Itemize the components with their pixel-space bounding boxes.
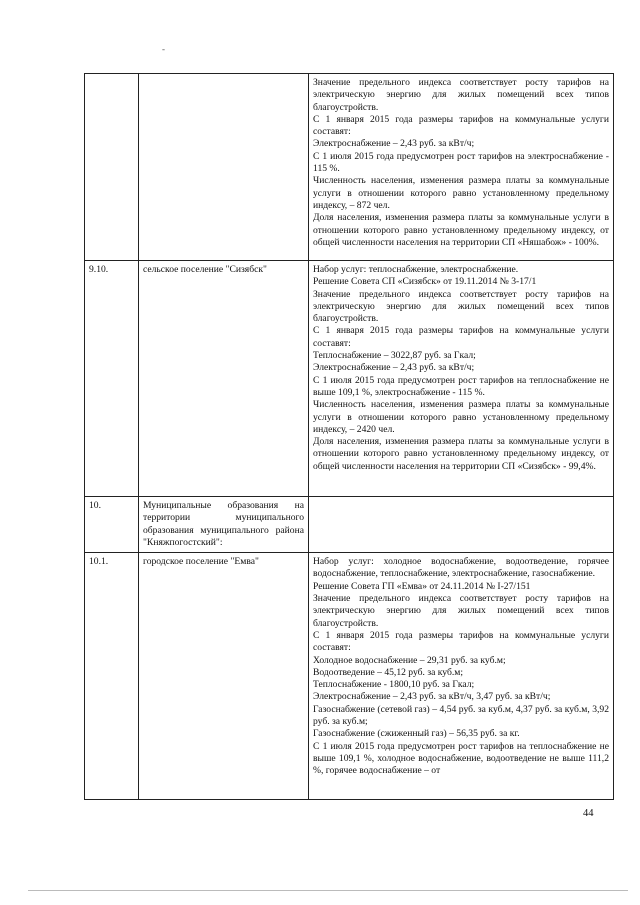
description-line: С 1 июля 2015 года предусмотрен рост тарифов на электроснабжение - 115 %. [313,150,609,175]
scan-edge-divider [28,890,628,891]
description-line: С 1 января 2015 года размеры тарифов на коммунальные услуги составят: [313,325,609,349]
description-line: Водоотведение – 45,12 руб. за куб.м; [313,666,463,678]
description-line: Значение предельного индекса соответствует росту тарифов на электрическую энергию для жилых помещений всех типов благоустройств. [313,77,609,113]
tariff-description [309,497,614,553]
description-line: Набор услуг: холодное водоснабжение, водоотведение, горячее водоснабжение, теплоснабжение, электроснабжение, газоснабжение. [313,556,609,580]
description-line: Газоснабжение (сетевой газ) – 4,54 руб. за куб.м, 4,37 руб. за куб.м, 3,92 руб. за куб.м; [313,703,609,728]
row-number: 9.10. [85,261,139,497]
description-line: Газоснабжение (сжиженный газ) – 56,35 руб. за кг. [313,728,520,740]
description-line: С 1 июля 2015 года предусмотрен рост тарифов на теплоснабжение не выше 109,1 %, электроснабжение - 115 %. [313,374,609,398]
table-row [85,553,614,800]
description-line: Значение предельного индекса соответствует росту тарифов на электрическую энергию для жилых помещений всех типов благоустройств. [313,593,609,629]
scan-mark: - [162,44,165,54]
description-line: Решение Совета СП «Сизябск» от 19.11.2014 № 3-17/1 [313,276,537,288]
description-line: Электроснабжение – 2,43 руб. за кВт/ч, 3,47 руб. за кВт/ч; [313,691,551,703]
tariff-description [309,261,614,497]
municipality-name [139,74,309,261]
municipality-name: Муниципальные образования на территории муниципального образования муниципального района "Княжпогостский": [139,497,309,553]
tariff-description [309,74,614,261]
table-row [85,261,614,497]
description-line: С 1 июля 2015 года предусмотрен рост тарифов на теплоснабжение не выше 109,1 %, холодное водоснабжение, водоотведение не выше 111,2 %, горячее водоснабжение – от [313,740,609,777]
description-line: Численность населения, изменения размера платы за коммунальные услуги в отношении которого равно установленному предельному индексу, – 2420 чел. [313,399,609,435]
description-line: Теплоснабжение - 1800,10 руб. за Гкал; [313,679,475,691]
page-number: 44 [583,808,594,819]
description-line: Теплоснабжение – 3022,87 руб. за Гкал; [313,350,476,362]
description-line: С 1 января 2015 года размеры тарифов на коммунальные услуги составят: [313,629,609,654]
description-line: Доля населения, изменения размера платы за коммунальные услуги в отношении которого равно установленному предельному индексу, от общей численности населения на территории СП «Сизябск» - 99,4%. [313,436,609,472]
table-row [85,74,614,261]
description-line: Электроснабжение – 2,43 руб. за кВт/ч; [313,138,475,150]
description-line: Решение Совета ГП «Емва» от 24.11.2014 № I-27/151 [313,580,531,592]
table-row [85,497,614,553]
row-number [85,74,139,261]
description-line: Электроснабжение – 2,43 руб. за кВт/ч; [313,362,475,374]
description-line: Набор услуг: теплоснабжение, электроснабжение. [313,264,519,275]
tariff-table [84,73,614,800]
tariff-description [309,553,614,800]
description-line: Холодное водоснабжение – 29,31 руб. за куб.м; [313,654,506,666]
description-line: Численность населения, изменения размера платы за коммунальные услуги в отношении которого равно установленному предельному индексу, – 872 чел. [313,175,609,211]
municipality-name: городское поселение "Емва" [139,553,309,800]
row-number: 10. [85,497,139,553]
municipality-name: сельское поселение "Сизябск" [139,261,309,497]
description-line: Значение предельного индекса соответствует росту тарифов на электрическую энергию для жилых помещений всех типов благоустройств. [313,288,609,325]
row-number: 10.1. [85,553,139,800]
description-line: С 1 января 2015 года размеры тарифов на коммунальные услуги составят: [313,113,609,138]
description-line: Доля населения, изменения размера платы за коммунальные услуги в отношении которого равно установленному предельному индексу, от общей численности населения на территории СП «Няшабож» - 100%. [313,212,609,248]
